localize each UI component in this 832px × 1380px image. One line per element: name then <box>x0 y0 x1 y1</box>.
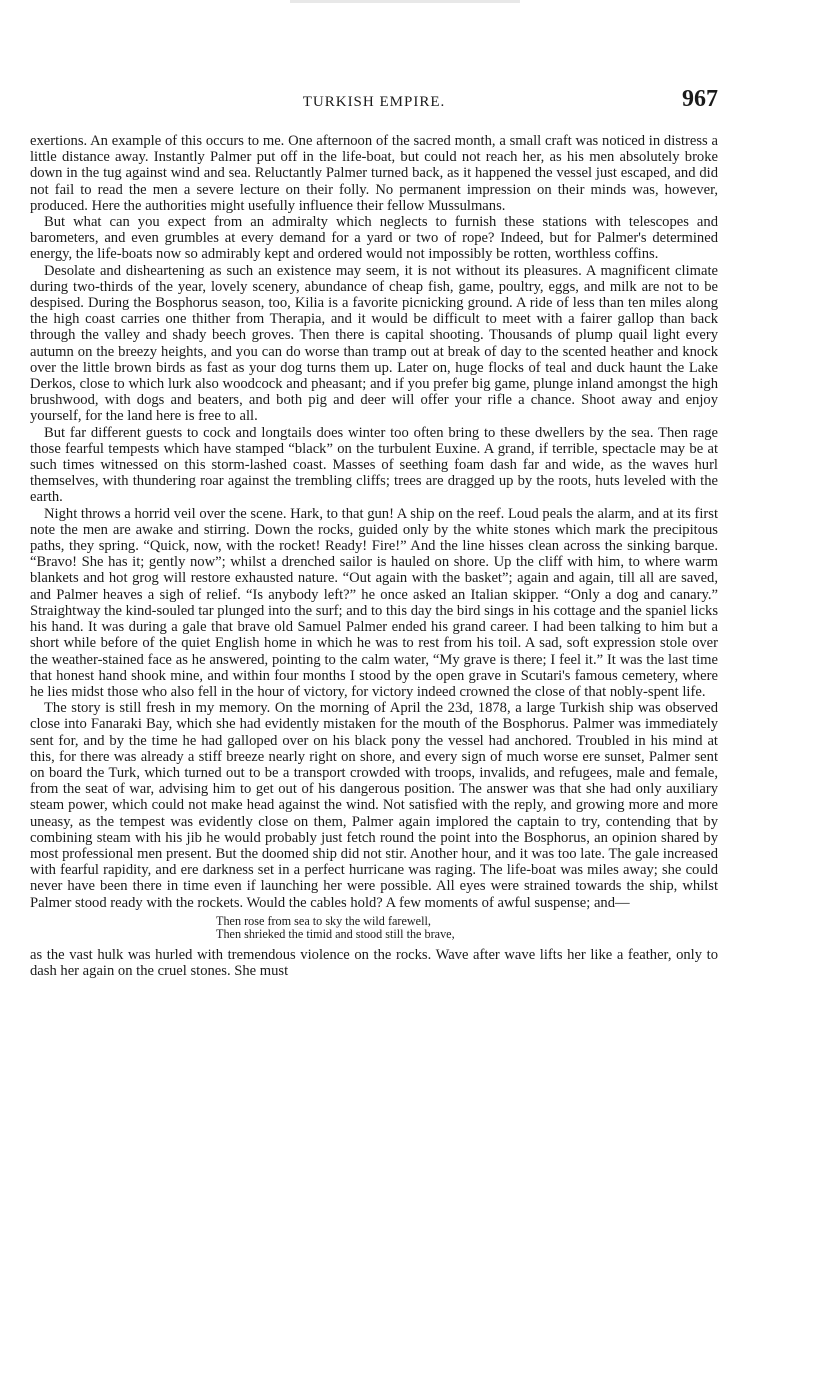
paragraph: The story is still fresh in my memory. On the morning of April the 23d, 1878, a large Turkish ship was observed close into Fanaraki Bay, which she had evidently mistaken for the mouth of the Bosphorus. Palmer was immediately sent for, and by the time he had galloped over on his black pony the vessel had anchored. Troubled in his mind at this, for there was already a stiff breeze nearly right on shore, and every sign of much worse ere sunset, Palmer sent on board the Turk, which turned out to be a transport crowded with troops, invalids, and refugees, male and female, from the seat of war, advising him to get out of his dangerous position. The answer was that she had only auxiliary steam power, which could not make head against the wind. Not satisfied with the reply, and growing more and more uneasy, as the tempest was evidently close on them, Palmer again implored the captain to try, contending that by combining steam with his jib he would probably just fetch round the point into the Bosphorus, an opinion shared by most professional men present. But the doomed ship did not stir. Another hour, and it was too late. The gale increased with fearful rapidity, and ere darkness set in a perfect hurricane was raging. The life-boat was miles away; she could never have been there in time even if launching her were possible. All eyes were strained towards the ship, whilst Palmer stood ready with the rockets. Would the cables hold? A few moments of awful suspense; and— <box>30 700 718 911</box>
verse-quotation <box>216 915 718 941</box>
verse-line: Then rose from sea to sky the wild farewell, <box>216 913 431 928</box>
running-title: TURKISH EMPIRE. <box>302 94 446 110</box>
body-text <box>30 133 718 980</box>
closing-paragraph: as the vast hulk was hurled with tremendous violence on the rocks. Wave after wave lifts her like a feather, only to dash her again on the cruel stones. She must <box>30 947 718 980</box>
page-number: 967 <box>682 86 718 112</box>
paragraph: Night throws a horrid veil over the scene. Hark, to that gun! A ship on the reef. Loud peals the alarm, and at its first note the men are awake and stirring. Down the rocks, guided only by the white stones which mark the precipitous paths, they spring. “Quick, now, with the rocket! Ready! Fire!” And the line hisses clean across the sinking barque. “Bravo! She has it; gently now”; whilst a drenched sailor is hauled on shore. Up the cliff with him, to where warm blankets and hot grog will restore exhausted nature. “Out again with the basket”; again and again, till all are saved, and Palmer heaves a sigh of relief. “Is anybody left?” he once asked an Italian skipper. “Only a dog and canary.” Straightway the kind-souled tar plunged into the surf; and to this day the bird sings in his cottage and the spaniel licks his hand. It was during a gale that brave old Samuel Palmer ended his grand career. I had been talking to him but a short while before of the quiet English home in which he was to rest from his toil. A sad, soft expression stole over the weather-stained face as he answered, pointing to the calm water, “My grave is there; I feel it.” It was the last time that honest hand shook mine, and within four months I stood by the open grave in Scutari's famous cemetery, where he lies midst those who also fell in the hour of victory, for victory indeed crowned the close of that nobly-spent life. <box>30 505 718 700</box>
verse-line: Then shrieked the timid and stood still the brave, <box>216 926 455 941</box>
top-edge-smudge <box>290 0 520 3</box>
paragraph: Desolate and disheartening as such an existence may seem, it is not without its pleasures. A magnificent climate during two-thirds of the year, lovely scenery, abundance of cheap fish, game, poultry, eggs, and milk are not to be despised. During the Bosphorus season, too, Kilia is a favorite picnicking ground. A ride of less than ten miles along the high coast carries one thither from Therapia, and it would be difficult to meet with a fairer gallop than back through the valley and shady beech groves. Then there is capital shooting. Thousands of plump quail light every autumn on the breezy heights, and you can do worse than tramp out at break of day to the scented heather and knock over the little brown birds as fast as your dog turns them up. Later on, huge flocks of teal and duck haunt the Lake Derkos, close to which lurk also woodcock and pheasant; and if you prefer big game, plunge inland amongst the high brushwood, with dogs and beaters, and both pig and deer will offer your rifle a chance. Shoot away and enjoy yourself, for the land here is free to all. <box>30 262 718 425</box>
page-header <box>30 86 718 116</box>
paragraph: exertions. An example of this occurs to me. One afternoon of the sacred month, a small craft was noticed in distress a little distance away. Instantly Palmer put off in the life-boat, but could not reach her, as his men absolutely broke down in the tug against wind and sea. Reluctantly Palmer turned back, as it happened the vessel just escaped, and did not fail to read the men a severe lecture on their folly. No permanent impression on their minds was, however, produced. Here the authorities might usefully influence their fellow Mussulmans. <box>30 133 718 214</box>
paragraph: But what can you expect from an admiralty which neglects to furnish these stations with telescopes and barometers, and even grumbles at every demand for a yard or two of rope? Indeed, but for Palmer's determined energy, the life-boats now so admirably kept and ordered would not impossibly be rotten, worthless coffins. <box>30 214 718 263</box>
paragraph: But far different guests to cock and longtails does winter too often bring to these dwellers by the sea. Then rage those fearful tempests which have stamped “black” on the turbulent Euxine. A grand, if terrible, spectacle may be at such times witnessed on this storm-lashed coast. Masses of seething foam dash far and wide, as the waves hurl themselves, with thundering roar against the trembling cliffs; trees are dragged up by the roots, huts leveled with the earth. <box>30 424 718 506</box>
